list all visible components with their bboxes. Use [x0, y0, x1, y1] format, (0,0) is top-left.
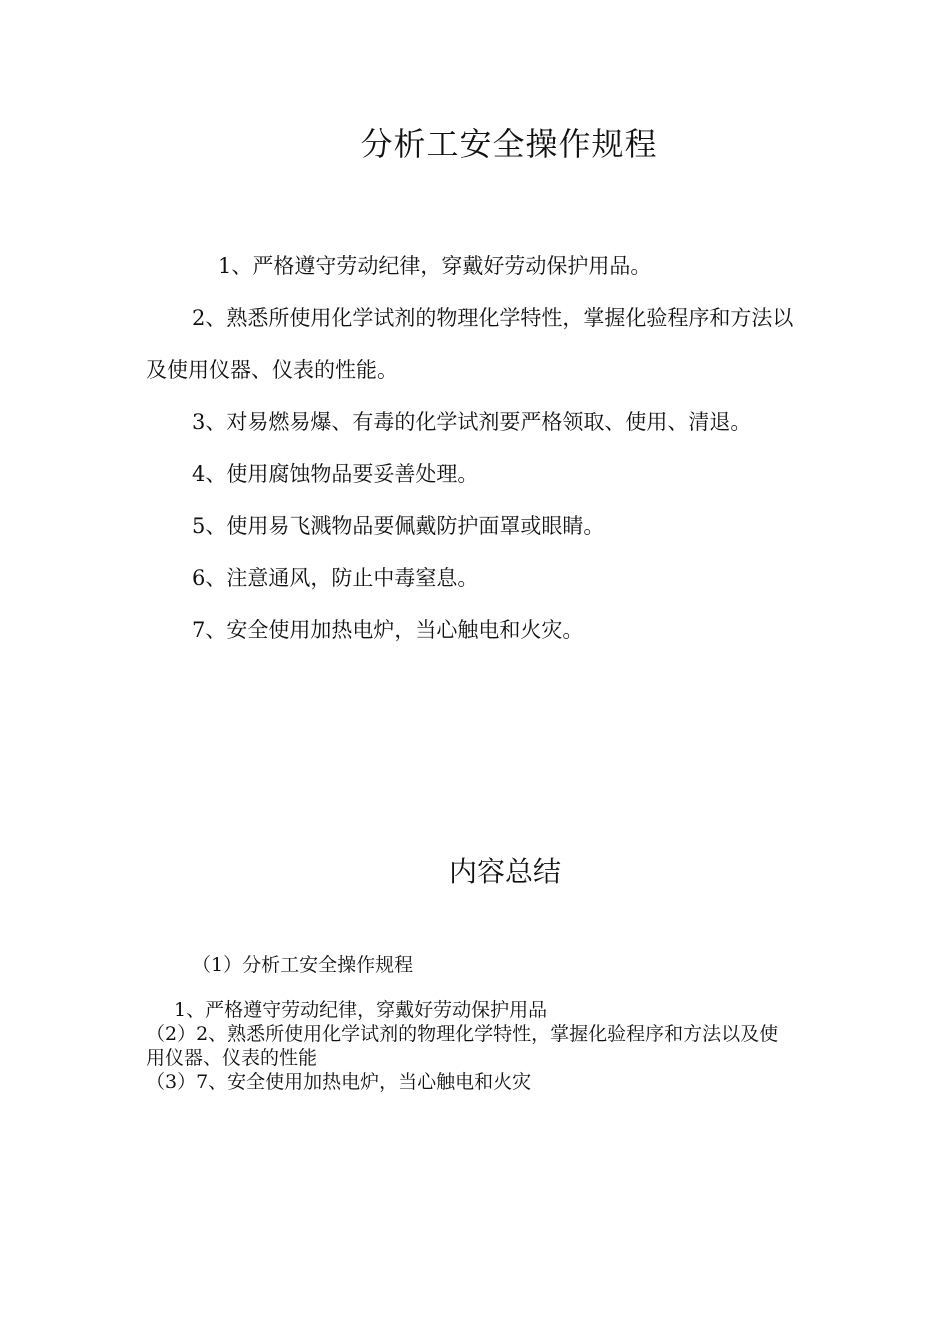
rule-item: 5、使用易飞溅物品要佩戴防护面罩或眼睛。 [192, 514, 605, 538]
summary-item: （3）7、安全使用加热电炉，当心触电和火灾 [146, 1071, 532, 1093]
summary-item: （2）2、熟悉所使用化学试剂的物理化学特性，掌握化验程序和方法以及使用仪器、仪表的性能 [146, 1023, 779, 1069]
rule-item: 2、熟悉所使用化学试剂的物理化学特性，掌握化验程序和方法以及使用仪器、仪表的性能。 [146, 306, 794, 382]
rule-item: 1、严格遵守劳动纪律，穿戴好劳动保护用品。 [218, 254, 652, 278]
summary-item: 1、严格遵守劳动纪律，穿戴好劳动保护用品 [174, 999, 548, 1021]
summary-heading: （1）分析工安全操作规程 [192, 954, 414, 976]
rule-item: 6、注意通风，防止中毒窒息。 [192, 566, 479, 590]
rule-item: 4、使用腐蚀物品要妥善处理。 [192, 462, 479, 486]
rule-item: 3、对易燃易爆、有毒的化学试剂要严格领取、使用、清退。 [192, 410, 752, 434]
summary-list [146, 998, 796, 1094]
summary-title: 内容总结 [448, 855, 561, 888]
rules-list [146, 240, 796, 656]
document-title: 分析工安全操作规程 [360, 125, 658, 163]
rule-item: 7、安全使用加热电炉，当心触电和火灾。 [192, 618, 584, 642]
